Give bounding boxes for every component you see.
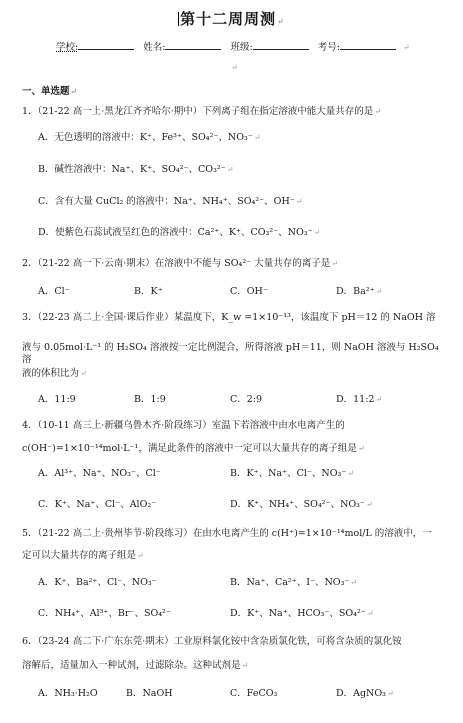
section-heading: 一、单选题↵ (22, 86, 78, 97)
question-2-option-d: D．Ba²⁺↵ (336, 286, 383, 297)
question-3-line-1: 3．（22-23 高二上·全国·课后作业）某温度下，K_w =1×10⁻¹³，该温度下 pH＝12 的 NaOH 溶 (22, 312, 436, 323)
number-blank[interactable] (340, 40, 396, 50)
question-4-option-a: A．Al³⁺、Na⁺、NO₃⁻、Cl⁻ (38, 468, 161, 479)
student-info-line (56, 40, 410, 54)
paragraph-mark-icon: ↵ (70, 86, 78, 96)
question-6-option-b: B．NaOH (126, 688, 173, 699)
question-4-option-d: D．K⁺、NH₄⁺、SO₄²⁻、NO₃⁻↵ (230, 499, 373, 510)
text-cursor (178, 12, 179, 26)
question-2-option-b: B．K⁺ (134, 286, 163, 297)
number-field[interactable]: 考号: (318, 40, 398, 54)
question-3-option-d: D．11:2↵ (336, 394, 383, 405)
question-1-stem: 1．（21-22 高一上·黑龙江齐齐哈尔·期中）下列离子组在指定溶液中能大量共存的是↵ (22, 106, 381, 117)
question-6-option-d: D．AgNO₃↵ (336, 688, 394, 699)
question-5-option-a: A．K⁺、Ba²⁺、Cl⁻、NO₃⁻ (38, 577, 157, 588)
question-4-line-1: 4．（10-11 高三上·新疆乌鲁木齐·阶段练习）室温下若溶液中由水电离产生的 (22, 420, 345, 431)
paragraph-mark-icon: ↵ (231, 63, 238, 72)
question-5-option-c: C．NH₄⁺、Al³⁺、Br⁻、SO₄²⁻ (38, 608, 171, 619)
paragraph-mark-icon: ↵ (277, 16, 285, 26)
question-1-option-c: C．含有大量 CuCl₂ 的溶液中：Na⁺、NH₄⁺、SO₄²⁻、OH⁻↵ (38, 196, 303, 207)
name-field[interactable]: 姓名: (143, 40, 223, 54)
question-5-line-1: 5．（21-22 高二上·贵州毕节·阶段练习）在由水电离产生的 c(H⁺)=1×10⁻¹⁴mol/L 的溶液中，一 (22, 528, 432, 539)
empty-paragraph (230, 62, 238, 74)
question-1-option-a: A．无色透明的溶液中：K⁺、Fe³⁺、SO₄²⁻、NO₃⁻↵ (38, 132, 261, 143)
paragraph-mark-icon: ↵ (402, 43, 410, 52)
class-field[interactable]: 班级: (230, 40, 310, 54)
school-blank[interactable] (78, 40, 134, 50)
question-5-option-d: D．K⁺、Na⁺、HCO₃⁻、SO₄²⁻↵ (230, 608, 374, 619)
question-4-option-b: B．K⁺、Na⁺、Cl⁻、NO₃⁻↵ (230, 468, 355, 479)
question-4-option-c: C．K⁺、Na⁺、Cl⁻、AlO₂⁻ (38, 499, 157, 510)
question-6-line-1: 6．（23-24 高二下·广东东莞·期末）工业原料氯化铵中含杂质氯化铁，可将含杂质的氯化铵 (22, 636, 402, 647)
question-3-line-2: 液与 0.05mol·L⁻¹ 的 H₂SO₄ 溶液按一定比例混合，所得溶液 pH＝11，则 NaOH 溶液与 H₂SO₄ 溶 (22, 342, 439, 365)
question-5-line-2: 定可以大量共存的离子组是↵ (22, 550, 144, 561)
class-blank[interactable] (253, 40, 309, 50)
question-2-stem: 2．（21-22 高一下·云南·期末）在溶液中不能与 SO₄²⁻ 大量共存的离子是↵ (22, 258, 338, 269)
page-title: 第十二周周测↵ (180, 10, 285, 28)
question-6-line-2: 溶解后，适量加入一种试剂，过滤除杂。这种试剂是↵ (22, 660, 249, 671)
name-blank[interactable] (165, 40, 221, 50)
question-2-option-a: A．Cl⁻ (38, 286, 70, 297)
question-2-option-c: C．OH⁻ (230, 286, 268, 297)
question-3-option-b: B．1:9 (134, 394, 166, 405)
question-6-option-c: C．FeCO₃ (230, 688, 278, 699)
question-6-option-a: A．NH₃·H₂O (38, 688, 98, 699)
question-4-line-2: c(OH⁻)=1×10⁻¹⁴mol·L⁻¹，满足此条件的溶液中一定可以大量共存的离子组是↵ (22, 443, 365, 454)
school-field[interactable]: 学校: (56, 40, 136, 54)
question-1-option-b: B．碱性溶液中：Na⁺、K⁺、SO₄²⁻、CO₃²⁻↵ (38, 164, 234, 175)
question-5-option-b: B．Na⁺、Ca²⁺、I⁻、NO₃⁻↵ (230, 577, 358, 588)
question-1-option-d: D．使紫色石蕊试液呈红色的溶液中：Ca²⁺、K⁺、CO₃²⁻、NO₃⁻↵ (38, 227, 321, 238)
question-3-line-3: 液的体积比为↵ (22, 368, 87, 379)
question-3-option-a: A．11:9 (38, 394, 76, 405)
question-3-option-c: C．2:9 (230, 394, 263, 405)
